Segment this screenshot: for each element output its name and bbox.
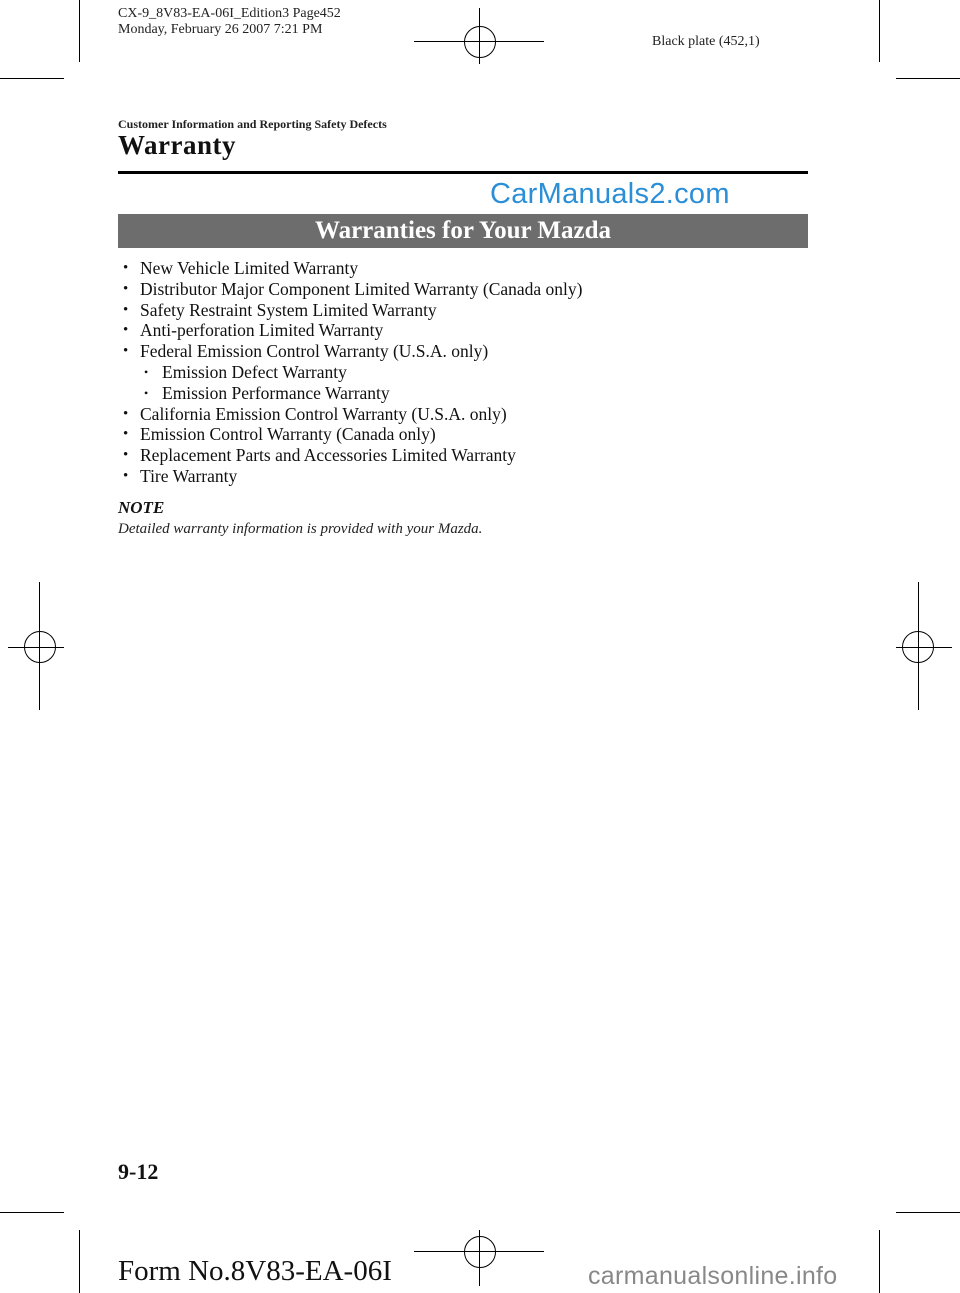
list-item [118,445,808,466]
list-item-text: Emission Control Warranty (Canada only) [140,424,436,445]
bullet-icon: • [123,301,129,318]
list-item-text: Distributor Major Component Limited Warranty (Canada only) [140,278,583,299]
list-item [118,279,808,300]
list-item-text: Safety Restraint System Limited Warranty [140,299,437,320]
bullet-icon: • [123,322,129,339]
sub-list-item [118,383,808,404]
list-item [118,341,808,362]
bullet-icon: • [123,280,129,297]
bullet-icon: • [144,385,149,400]
title-rule [118,171,808,174]
crop-mark-bottom-right-v [879,1230,880,1293]
bullet-icon: • [123,260,129,276]
list-item [118,258,808,279]
crop-mark-top-left-h [0,78,64,79]
bullet-icon: • [123,405,129,422]
warranty-list [118,258,808,487]
sub-list-item [118,362,808,383]
print-date-line: Monday, February 26 2007 7:21 PM [118,22,323,37]
list-item-text: Tire Warranty [140,465,238,486]
crop-mark-bottom-left-v [79,1230,80,1293]
bullet-icon: • [123,426,129,443]
form-number: Form No.8V83-EA-06I [118,1255,392,1287]
bullet-icon: • [123,447,129,464]
print-info [118,6,341,38]
list-item-text: New Vehicle Limited Warranty [140,258,359,278]
list-item-text: California Emission Control Warranty (U.S.A. only) [140,403,507,424]
section-label: Customer Information and Reporting Safety Defects [118,117,387,131]
watermark-bottom: carmanualsonline.info [588,1262,838,1290]
list-item [118,404,808,425]
bullet-icon: • [123,343,129,360]
crop-mark-top-right-v [879,0,880,62]
bullet-icon: • [123,467,129,484]
list-item [118,424,808,445]
list-item-text: Anti-perforation Limited Warranty [140,320,384,341]
list-item [118,300,808,321]
section-band-title: Warranties for Your Mazda [118,214,808,248]
watermark-top: CarManuals2.com [490,178,730,210]
page-number: 9-12 [118,1159,159,1184]
crop-mark-bottom-right-h [896,1212,960,1213]
plate-label: Black plate (452,1) [652,34,760,49]
list-item-text: Emission Defect Warranty [162,361,347,382]
crop-mark-top-right-h [896,78,960,79]
print-job-line: CX-9_8V83-EA-06I_Edition3 Page452 [118,6,341,21]
list-item-text: Emission Performance Warranty [162,382,390,403]
list-item [118,466,808,487]
bullet-icon: • [144,364,149,379]
crop-mark-top-left-v [79,0,80,62]
list-item-text: Replacement Parts and Accessories Limited Warranty [140,445,516,466]
list-item-text: Federal Emission Control Warranty (U.S.A. only) [140,341,489,362]
note-label: NOTE [118,498,165,517]
list-item [118,320,808,341]
chapter-title: Warranty [118,130,236,160]
note-text: Detailed warranty information is provided with your Mazda. [118,521,483,537]
crop-mark-bottom-left-h [0,1212,64,1213]
